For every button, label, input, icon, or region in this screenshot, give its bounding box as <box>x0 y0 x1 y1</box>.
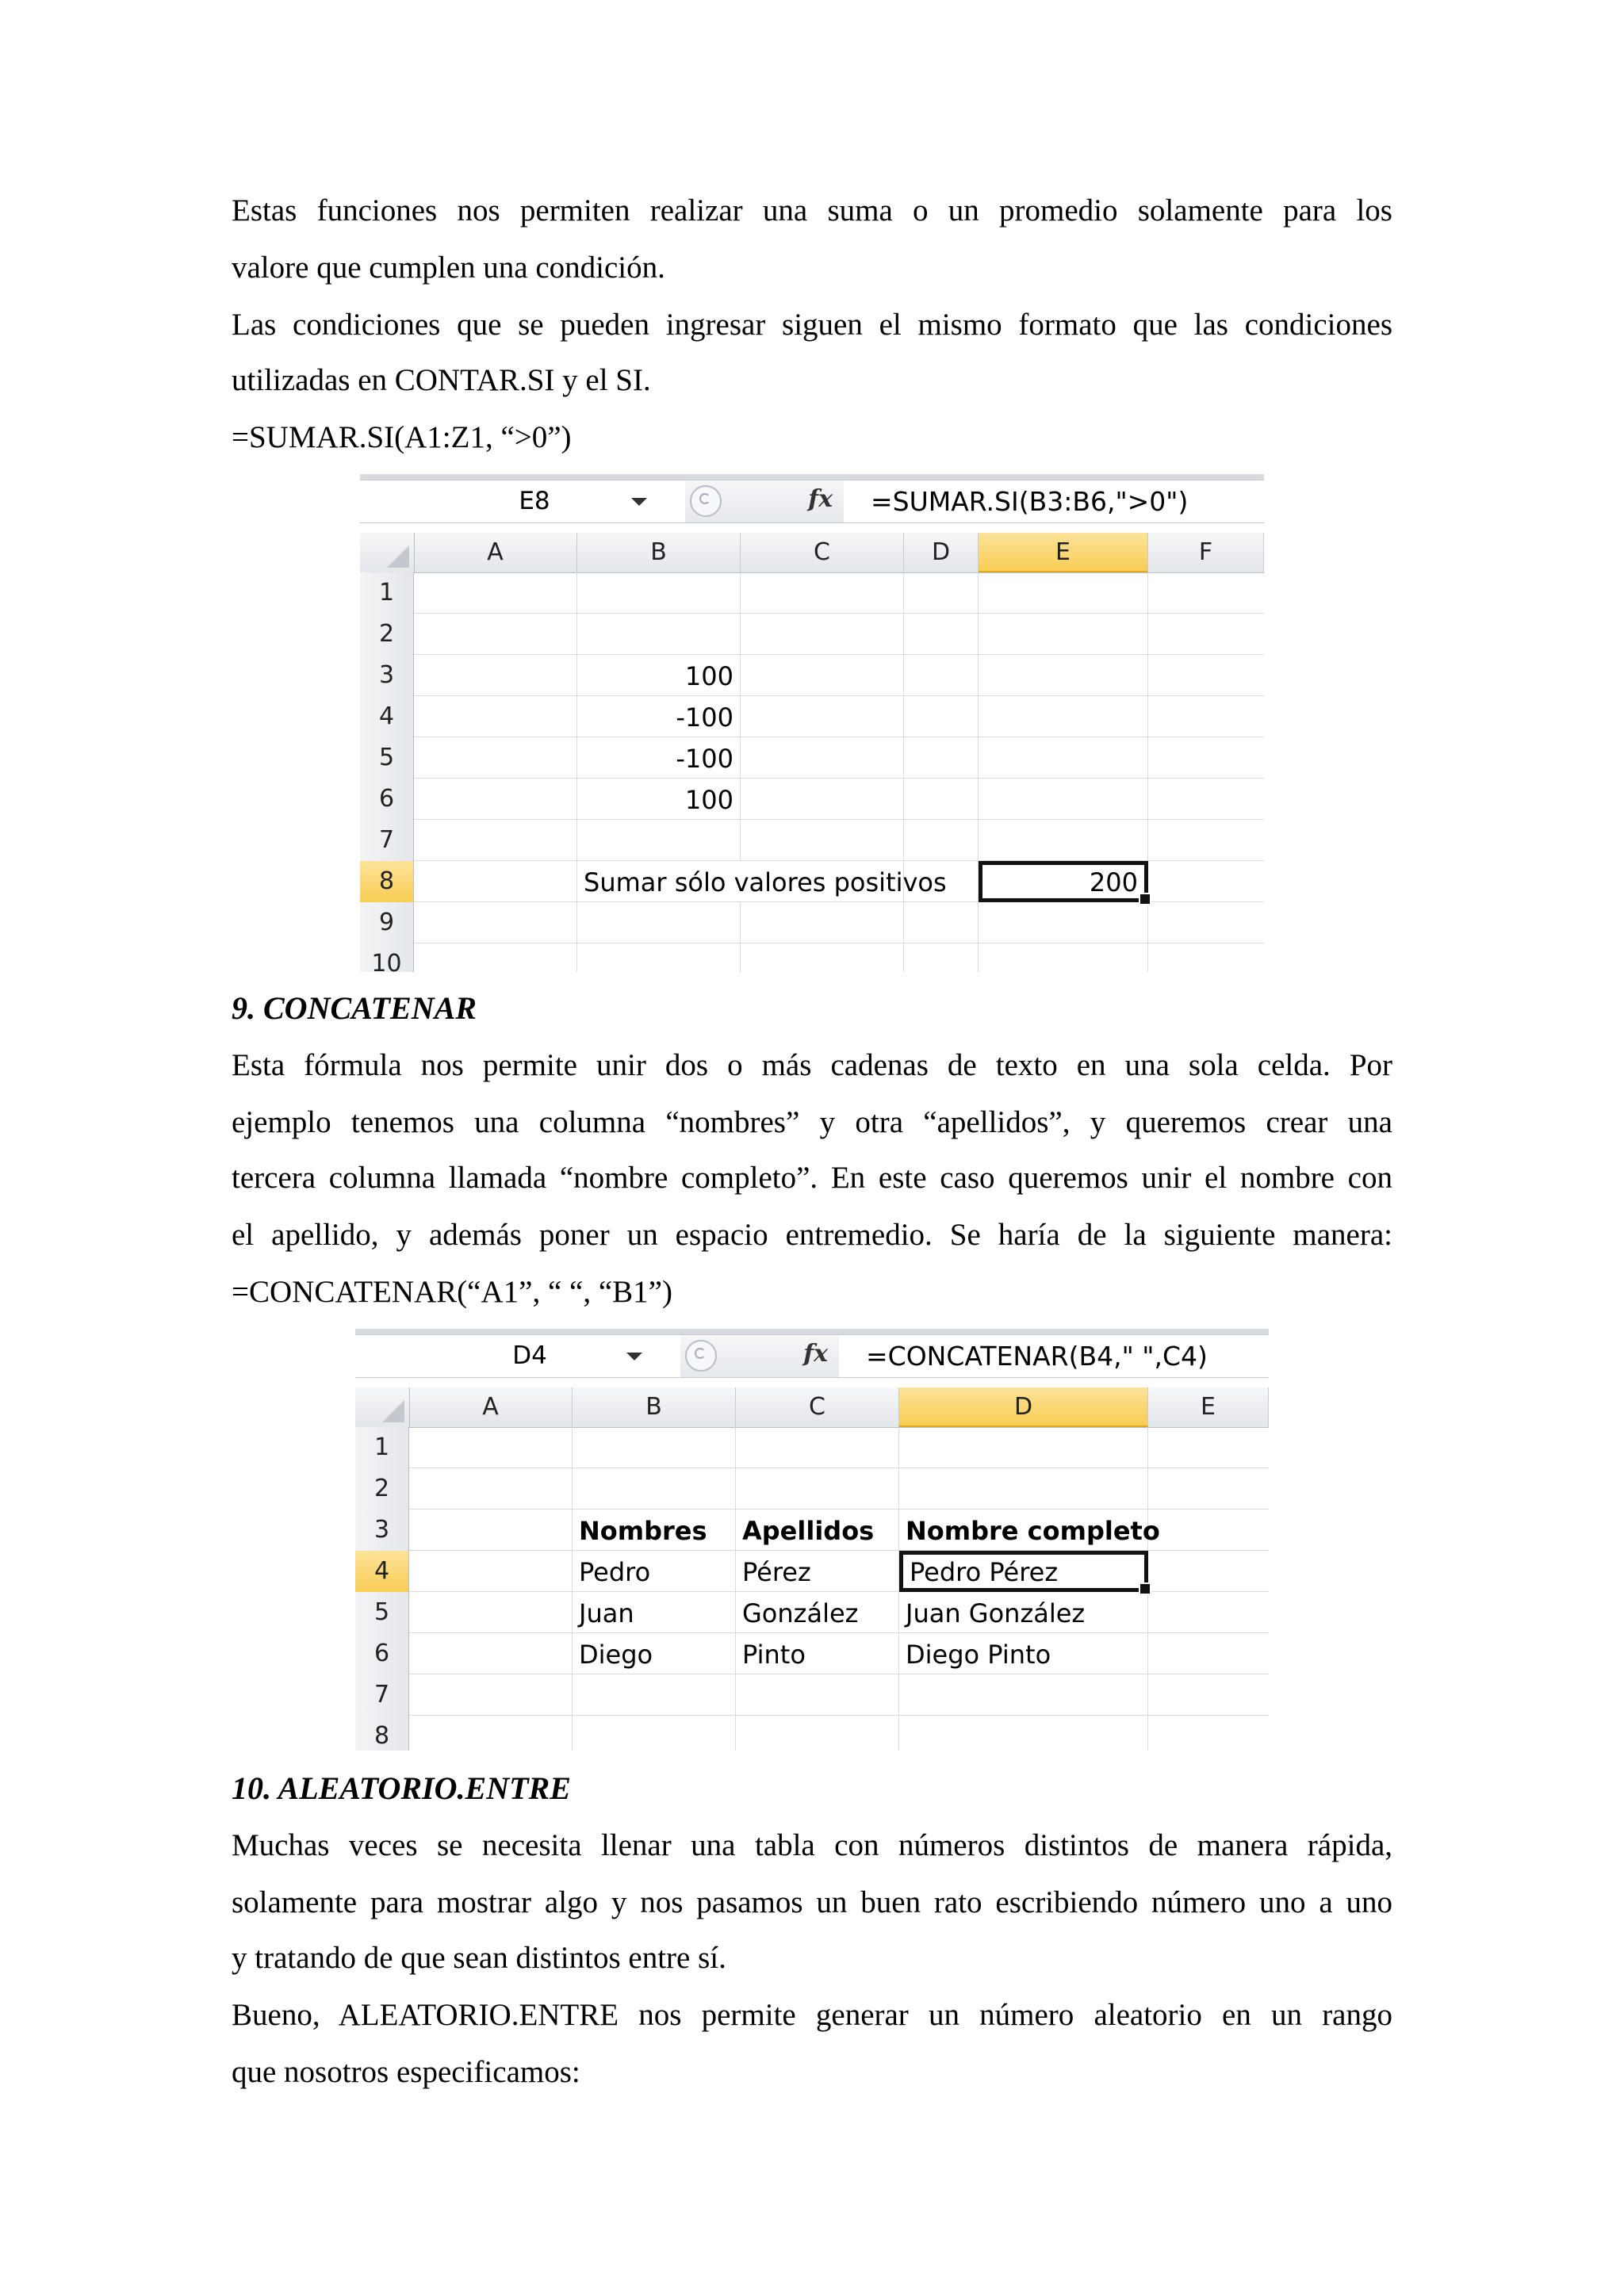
cell-c4[interactable]: Pérez <box>736 1551 899 1592</box>
name-box-value: E8 <box>519 487 550 515</box>
cell-b3-header[interactable]: Nombres <box>573 1510 736 1551</box>
table-row <box>360 572 1264 614</box>
fx-icon[interactable]: fx <box>808 485 833 513</box>
row-header-8[interactable]: 8 <box>360 861 414 902</box>
column-header-c[interactable]: C <box>741 533 904 572</box>
row-header-6[interactable]: 6 <box>355 1633 409 1674</box>
spreadsheet-sumar-si <box>360 474 1264 972</box>
section-9-heading: 9. CONCATENAR <box>232 990 477 1026</box>
row-header-2[interactable]: 2 <box>360 614 414 655</box>
chevron-down-icon[interactable] <box>631 498 647 506</box>
column-header-c[interactable]: C <box>736 1387 899 1427</box>
table-row <box>360 696 1264 737</box>
table-row <box>355 1633 1269 1674</box>
table-row <box>355 1468 1269 1510</box>
section-9-line-1: Esta fórmula nos permite unir dos o más cadenas de texto en una sola celda. Por <box>232 1048 1392 1082</box>
section-9-line-2: ejemplo tenemos una columna “nombres” y otra “apellidos”, y queremos crear una <box>232 1105 1392 1139</box>
section-9-line-4: el apellido, y además poner un espacio entremedio. Se haría de la siguiente manera: <box>232 1218 1392 1252</box>
column-header-row <box>360 533 1264 573</box>
table-row <box>355 1427 1269 1468</box>
row-header-1[interactable]: 1 <box>355 1427 409 1468</box>
toolbar-edge <box>360 474 1264 480</box>
intro-line-4: utilizadas en CONTAR.SI y el SI. <box>232 363 651 397</box>
column-header-d[interactable]: D <box>904 533 979 572</box>
name-box[interactable] <box>355 1335 681 1377</box>
section-10-line-1: Muchas veces se necesita llenar una tabla con números distintos de manera rápida, <box>232 1828 1392 1862</box>
formula-bar <box>355 1334 1269 1378</box>
table-row <box>360 655 1264 696</box>
cell-c6[interactable]: Pinto <box>736 1633 899 1674</box>
column-header-d[interactable]: D <box>899 1387 1148 1427</box>
formula-input[interactable]: =SUMAR.SI(B3:B6,">0") <box>871 486 1189 517</box>
row-header-3[interactable]: 3 <box>360 655 414 696</box>
table-row <box>360 902 1264 943</box>
cell-d5[interactable]: Juan González <box>899 1592 1148 1633</box>
section-10-heading: 10. ALEATORIO.ENTRE <box>232 1770 571 1806</box>
cell-c3-header[interactable]: Apellidos <box>736 1510 899 1551</box>
column-header-f[interactable]: F <box>1148 533 1264 572</box>
row-header-4[interactable]: 4 <box>360 696 414 737</box>
column-header-b[interactable]: B <box>573 1387 736 1427</box>
row-header-5[interactable]: 5 <box>355 1592 409 1633</box>
column-header-e[interactable]: E <box>979 533 1148 572</box>
section-9-formula-example: =CONCATENAR(“A1”, “ “, “B1”) <box>232 1275 672 1309</box>
cell-e8-active[interactable]: 200 <box>979 861 1148 902</box>
fx-area <box>685 480 844 522</box>
name-box[interactable] <box>360 480 686 522</box>
section-10-line-4: Bueno, ALEATORIO.ENTRE nos permite generar un número aleatorio en un rango <box>232 1998 1392 2032</box>
section-9-line-3: tercera columna llamada “nombre completo”. En este caso queremos unir el nombre con <box>232 1161 1392 1195</box>
spreadsheet-concatenar <box>355 1329 1269 1751</box>
cell-b6[interactable]: 100 <box>577 779 741 820</box>
cell-b4[interactable]: Pedro <box>573 1551 736 1592</box>
select-all-corner[interactable] <box>360 533 415 572</box>
formula-bar <box>360 480 1264 523</box>
chevron-down-icon[interactable] <box>626 1353 642 1360</box>
table-row <box>360 614 1264 655</box>
row-header-5[interactable]: 5 <box>360 737 414 779</box>
cell-d6[interactable]: Diego Pinto <box>899 1633 1148 1674</box>
row-header-10[interactable]: 10 <box>360 943 414 972</box>
row-header-7[interactable]: 7 <box>355 1674 409 1716</box>
column-header-a[interactable]: A <box>409 1387 573 1427</box>
column-header-a[interactable]: A <box>414 533 577 572</box>
table-row <box>355 1551 1269 1592</box>
row-header-6[interactable]: 6 <box>360 779 414 820</box>
table-row <box>360 861 1264 902</box>
row-header-2[interactable]: 2 <box>355 1468 409 1510</box>
formula-input[interactable]: =CONCATENAR(B4," ",C4) <box>866 1341 1208 1372</box>
cell-b6[interactable]: Diego <box>573 1633 736 1674</box>
cell-b8-label[interactable]: Sumar sólo valores positivos <box>577 861 904 902</box>
column-header-row <box>355 1387 1269 1428</box>
section-10-line-2: solamente para mostrar algo y nos pasamos un buen rato escribiendo número uno a uno <box>232 1885 1392 1919</box>
cell-b5[interactable]: -100 <box>577 737 741 779</box>
cell-b3[interactable]: 100 <box>577 655 741 696</box>
resize-handle-icon[interactable] <box>690 485 722 517</box>
intro-line-2: valore que cumplen una condición. <box>232 251 665 285</box>
row-header-3[interactable]: 3 <box>355 1510 409 1551</box>
table-row <box>360 820 1264 861</box>
intro-line-1: Estas funciones nos permiten realizar una suma o un promedio solamente para los <box>232 193 1392 228</box>
cell-b5[interactable]: Juan <box>573 1592 736 1633</box>
name-box-value: D4 <box>512 1341 547 1370</box>
row-header-9[interactable]: 9 <box>360 902 414 943</box>
row-header-7[interactable]: 7 <box>360 820 414 861</box>
resize-handle-icon[interactable] <box>685 1340 717 1372</box>
table-row <box>360 779 1264 820</box>
column-header-b[interactable]: B <box>577 533 741 572</box>
cell-d3-header[interactable]: Nombre completo <box>899 1510 1148 1551</box>
cell-d4-active[interactable]: Pedro Pérez <box>899 1551 1148 1592</box>
fx-icon[interactable]: fx <box>803 1340 828 1368</box>
table-row <box>355 1510 1269 1551</box>
table-row <box>360 943 1264 972</box>
table-row <box>355 1674 1269 1716</box>
row-header-4[interactable]: 4 <box>355 1551 409 1592</box>
table-row <box>355 1592 1269 1633</box>
cell-c5[interactable]: González <box>736 1592 899 1633</box>
table-row <box>360 737 1264 779</box>
cell-b4[interactable]: -100 <box>577 696 741 737</box>
row-header-8[interactable]: 8 <box>355 1716 409 1751</box>
column-header-e[interactable]: E <box>1148 1387 1269 1427</box>
section-10-line-5: que nosotros especificamos: <box>232 2055 580 2089</box>
row-header-1[interactable]: 1 <box>360 572 414 614</box>
intro-formula-example: =SUMAR.SI(A1:Z1, “>0”) <box>232 420 572 454</box>
fx-area <box>680 1335 839 1377</box>
table-row <box>355 1716 1269 1751</box>
section-10-line-3: y tratando de que sean distintos entre sí. <box>232 1941 726 1975</box>
toolbar-edge <box>355 1329 1269 1334</box>
intro-line-3: Las condiciones que se pueden ingresar siguen el mismo formato que las condiciones <box>232 308 1392 342</box>
select-all-corner[interactable] <box>355 1387 410 1427</box>
